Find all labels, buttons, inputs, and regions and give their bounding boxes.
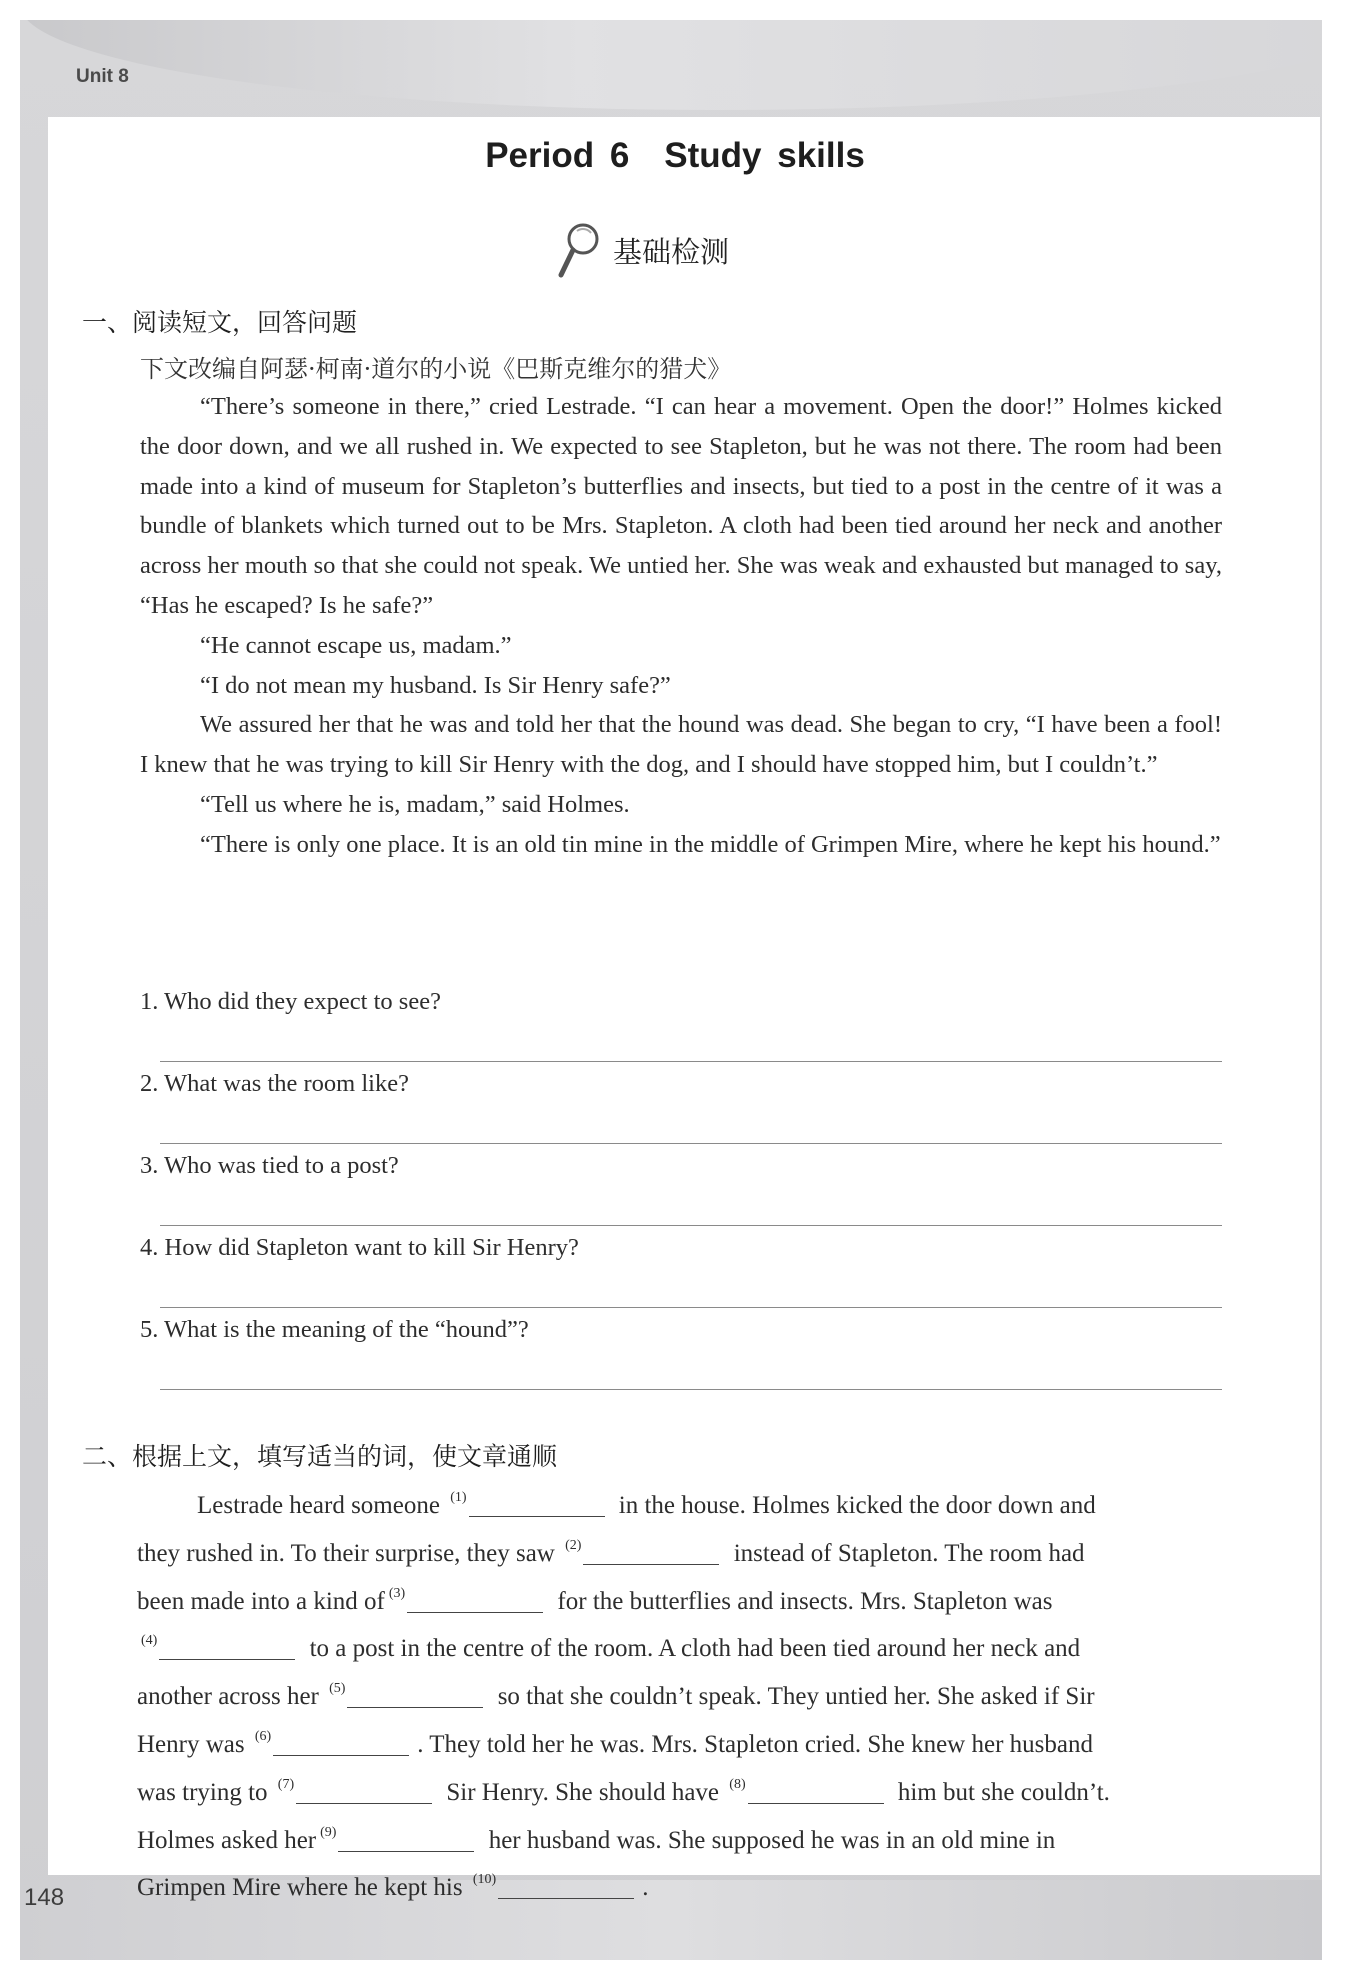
answer-line-1[interactable]	[160, 1061, 1222, 1062]
blank-5[interactable]	[347, 1707, 483, 1708]
question-2: 2. What was the room like?	[140, 1070, 409, 1097]
question-1: 1. Who did they expect to see?	[140, 988, 441, 1015]
question-3: 3. Who was tied to a post?	[140, 1152, 399, 1179]
blank-1[interactable]	[469, 1516, 605, 1517]
answer-line-3[interactable]	[160, 1225, 1222, 1226]
question-5: 5. What is the meaning of the “hound”?	[140, 1316, 529, 1343]
reading-passage	[140, 387, 1222, 865]
cloze-line: been made into a kind of $^{(3)}$ for the butterflies and insects. Mrs. Stapleton was	[137, 1585, 1053, 1615]
cloze-passage	[137, 1478, 1222, 1908]
passage-paragraph: “I do not mean my husband. Is Sir Henry safe?”	[200, 671, 671, 699]
passage-paragraph: “There’s someone in there,” cried Lestrade. “I can hear a movement. Open the door!” Holmes kicked the door down, and we all rushed in. We expected to see Stapleton, but he was not there. The room had been made into a kind of museum for Stapleton’s butterflies and insects, but tied to a post in the centre of it was a bundle of blankets which turned out to be Mrs. Stapleton. A cloth had been tied around her neck and another across her mouth so that she could not speak. We untied her. She was weak and exhausted but managed to say, “Has he escaped? Is he safe?”	[140, 393, 1222, 619]
passage-paragraph: “There is only one place. It is an old tin mine in the middle of Grimpen Mire, where he kept his hound.”	[200, 830, 1221, 858]
blank-8[interactable]	[748, 1803, 884, 1804]
passage-paragraph: We assured her that he was and told her that the hound was dead. She began to cry, “I have been a fool! I knew that he was trying to kill Sir Henry with the dog, and I should have stopped him, but I couldn’t.”	[140, 711, 1222, 779]
cloze-line: another across her $^{(5)}$ so that she couldn’t speak. They untied her. She asked if Sir	[137, 1681, 1095, 1711]
section-heading-2: 二、根据上文，填写适当的词，使文章通顺	[82, 1442, 558, 1471]
blank-3[interactable]	[407, 1612, 543, 1613]
section-badge	[557, 220, 729, 280]
cloze-line: Lestrade heard someone $^{(1)}$ in the house. Holmes kicked the door down and	[197, 1490, 1096, 1519]
answer-line-2[interactable]	[160, 1143, 1222, 1144]
cloze-line: Henry was $^{(6)}$ . They told her he was. Mrs. Stapleton cried. She knew her husband	[137, 1728, 1093, 1758]
badge-label: 基础检测	[613, 234, 730, 269]
cloze-line: Grimpen Mire where he kept his $^{(10)}$ .	[137, 1872, 649, 1902]
answer-line-4[interactable]	[160, 1307, 1222, 1308]
answer-line-5[interactable]	[160, 1389, 1222, 1390]
question-4: 4. How did Stapleton want to kill Sir Henry?	[140, 1234, 579, 1261]
blank-9[interactable]	[338, 1851, 474, 1852]
blank-10[interactable]	[498, 1898, 634, 1899]
passage-source: 下文改编自阿瑟·柯南·道尔的小说《巴斯克维尔的猎犬》	[140, 355, 732, 383]
magnifier-icon	[557, 221, 601, 279]
blank-2[interactable]	[583, 1564, 719, 1565]
unit-label: Unit 8	[76, 66, 129, 87]
cloze-line: they rushed in. To their surprise, they saw $^{(2)}$ instead of Stapleton. The room had	[137, 1537, 1085, 1567]
passage-paragraph: “Tell us where he is, madam,” said Holmes.	[200, 790, 630, 818]
blank-6[interactable]	[273, 1755, 409, 1756]
cloze-line: was trying to $^{(7)}$ Sir Henry. She should have $^{(8)}$ him but she couldn’t.	[137, 1776, 1110, 1806]
page-title: Period 6 Study skills	[485, 136, 865, 175]
header-band	[20, 20, 1322, 118]
blank-7[interactable]	[296, 1803, 432, 1804]
page-number: 148	[24, 1884, 65, 1911]
cloze-line: Holmes asked her $^{(9)}$ her husband was. She supposed he was in an old mine in	[137, 1824, 1056, 1854]
cloze-line: $^{(4)}$ to a post in the centre of the room. A cloth had been tied around her neck and	[141, 1633, 1081, 1663]
section-heading-1: 一、阅读短文，回答问题	[82, 308, 358, 337]
blank-4[interactable]	[159, 1659, 295, 1660]
passage-paragraph: “He cannot escape us, madam.”	[200, 631, 512, 659]
